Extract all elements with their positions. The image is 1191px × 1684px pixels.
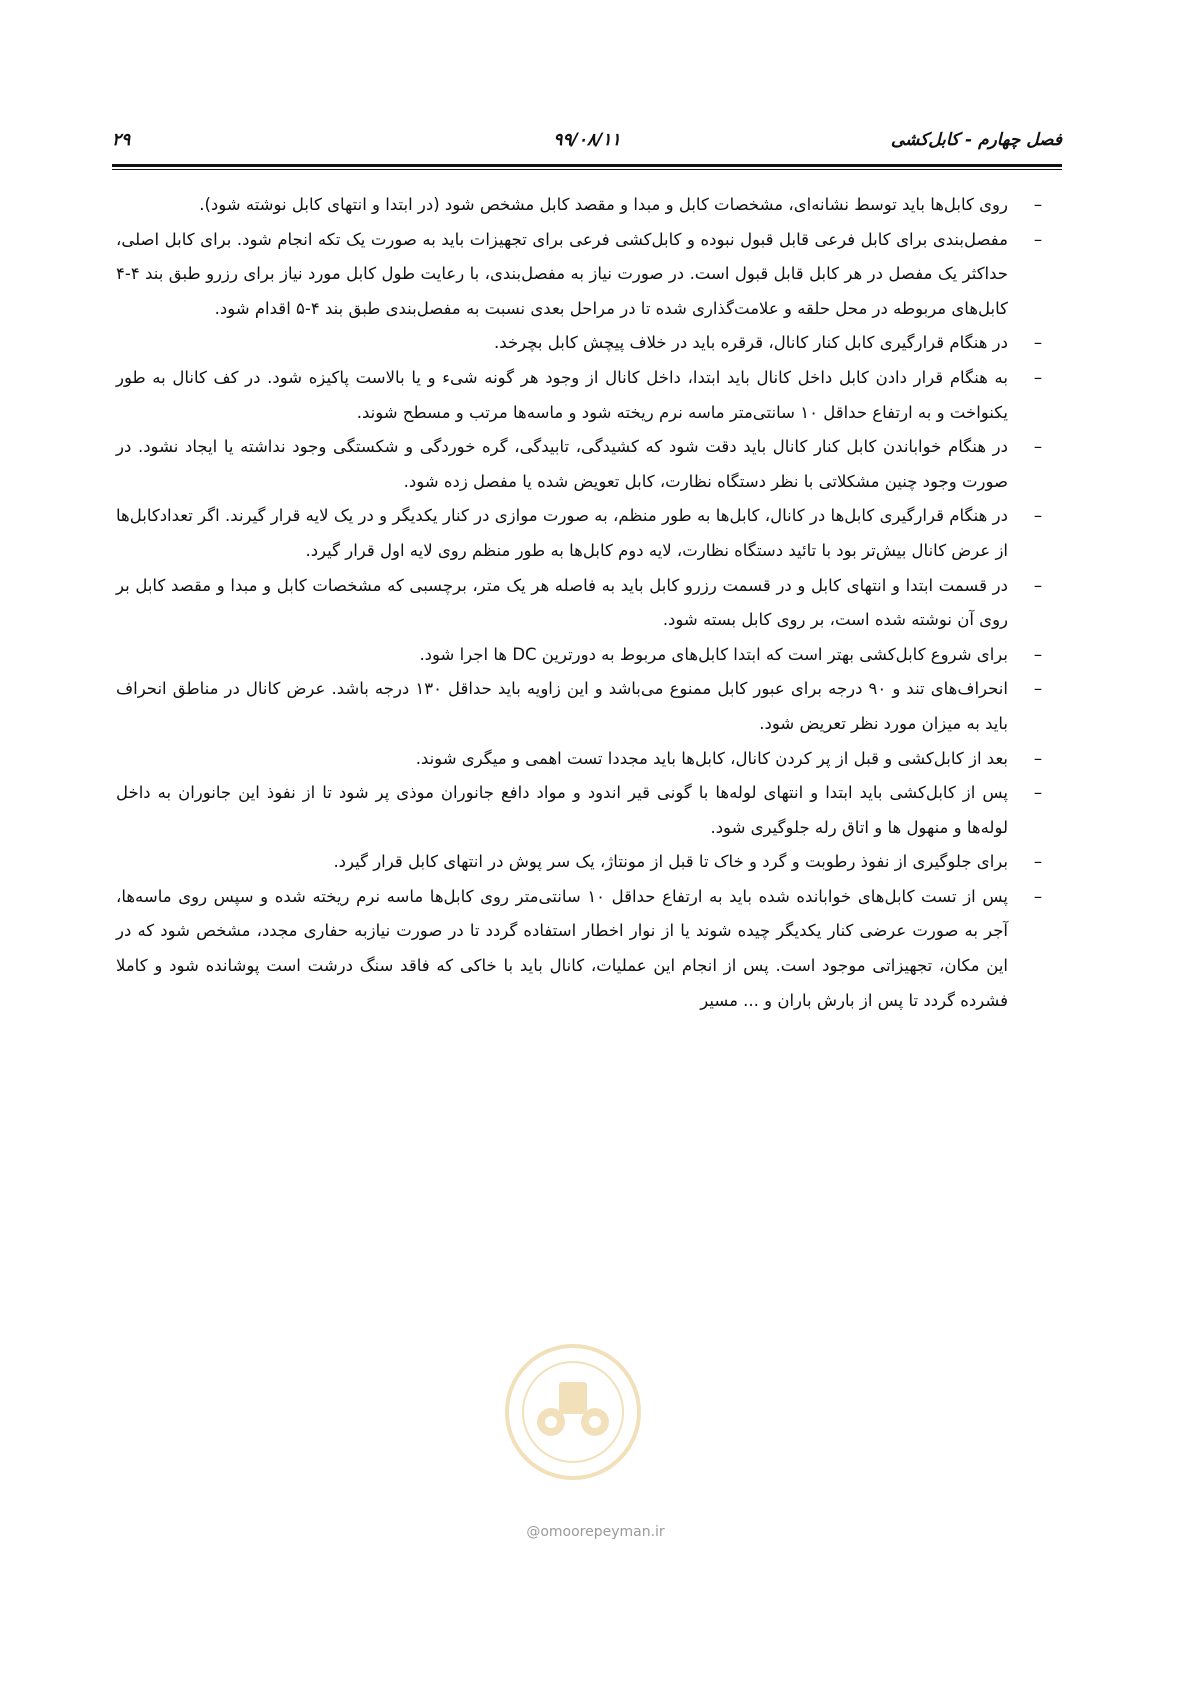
list-dash: – (1033, 333, 1043, 353)
list-item (116, 430, 1043, 499)
list-item (116, 845, 1043, 880)
watermark-seal-icon (503, 1342, 643, 1482)
list-item (116, 638, 1043, 673)
page-number: ۲۹ (112, 130, 131, 150)
list-item-text: در قسمت ابتدا و انتهای کابل و در قسمت رزرو کابل باید به فاصله هر یک متر، برچسبی که مشخصات کابل و مبدا و مقصد کابل بر روی آن نوشته شده است، بر روی کابل بسته شود. (116, 575, 1008, 630)
list-item (116, 672, 1043, 741)
list-item (116, 880, 1043, 1018)
list-item-text: بعد از کابل‌کشی و قبل از پر کردن کانال، کابل‌ها باید مجددا تست اهمی و میگری شوند. (415, 748, 1008, 768)
list-dash: – (1033, 748, 1043, 768)
list-item-text: انحراف‌های تند و ۹۰ درجه برای عبور کابل ممنوع می‌باشد و این زاویه باید حداقل ۱۳۰ درجه باشد. عرض کانال در مناطق انحراف باید به میزان مورد نظر تعریض شود. (116, 679, 1008, 733)
list-item-text: روی کابل‌ها باید توسط نشانه‌ای، مشخصات کابل و مبدا و مقصد کابل مشخص شود (در ابتدا و انتهای کابل نوشته شود). (199, 195, 1008, 214)
list-dash: – (1033, 195, 1043, 214)
header-divider-thick (112, 164, 1062, 167)
list-dash: – (1033, 886, 1043, 906)
list-item-text: در هنگام قرارگیری کابل‌ها در کانال، کابل‌ها به طور منظم، به صورت موازی در کنار یکدیگر و در یک لایه قرار گیرند. اگر تعدادکابل‌ها از عرض کانال بیش‌تر بود با تائید دستگاه نظارت، لایه دوم کابل‌ها به طور منظم روی لایه اول قرار گیرد. (116, 506, 1008, 560)
header-date: ۹۹/۰۸/۱۱ (553, 130, 621, 150)
chapter-title: فصل چهارم - کابل‌کشی (890, 130, 1062, 150)
list-item-text: در هنگام قرارگیری کابل کنار کانال، قرقره باید در خلاف پیچش کابل بچرخد. (494, 333, 1008, 353)
page-header (112, 126, 1062, 160)
list-dash: – (1033, 367, 1043, 387)
list-dash: – (1033, 575, 1043, 595)
list-item (116, 326, 1043, 361)
list-dash: – (1033, 679, 1043, 699)
list-item-text: برای جلوگیری از نفوذ رطوبت و گرد و خاک تا قبل از مونتاژ، یک سر پوش در انتهای کابل قرار گیرد. (333, 852, 1008, 872)
list-dash: – (1033, 852, 1043, 872)
list-item (116, 361, 1043, 430)
list-item (116, 499, 1043, 568)
list-item-text: پس از کابل‌کشی باید ابتدا و انتهای لوله‌ها با گونی قیر اندود و مواد دافع جانوران موذی پر شود تا از نفوذ این جانوران به داخل لوله‌ها و منهول ها و اتاق رله جلوگیری شود. (116, 783, 1008, 837)
list-item (116, 223, 1043, 327)
list-item-text: مفصل‌بندی برای کابل فرعی قابل قبول نبوده و کابل‌کشی فرعی برای تجهیزات باید به صورت یک تکه انجام شود. برای کابل اصلی، حداکثر یک مفصل در هر کابل قابل قبول است. در صورت نیاز به مفصل‌بندی، با رعایت طول کابل مورد نیاز برای رزرو طبق بند ۴-۴ کابل‌های مربوطه در محل حلقه و علامت‌گذاری شده تا در مراحل بعدی نسبت به مفصل‌بندی طبق بند ۴-۵ اقدام شود. (116, 229, 1008, 318)
header-divider-thin (112, 169, 1062, 170)
body-text (116, 188, 1043, 1018)
list-item-text: در هنگام خواباندن کابل کنار کانال باید دقت شود که کشیدگی، تابیدگی، گره خوردگی و شکستگی وجود نداشته یا ایجاد نشود. در صورت وجود چنین مشکلاتی با نظر دستگاه نظارت، کابل تعویض شده یا مفصل زده شود. (116, 437, 1008, 491)
list-dash: – (1033, 783, 1043, 803)
list-item (116, 776, 1043, 845)
list-dash: – (1033, 506, 1043, 526)
list-item (116, 569, 1043, 638)
list-item (116, 188, 1043, 223)
list-dash: – (1033, 437, 1043, 457)
list-item-text: به هنگام قرار دادن کابل داخل کانال باید ابتدا، داخل کانال از وجود هر گونه شیء و یا بالاست پاکیزه شود. در کف کانال به طور یکنواخت و به ارتفاع حداقل ۱۰ سانتی‌متر ماسه نرم ریخته شود و ماسه‌ها مرتب و مسطح شوند. (116, 367, 1008, 422)
list-item-text: پس از تست کابل‌های خوابانده شده باید به ارتفاع حداقل ۱۰ سانتی‌متر روی کابل‌ها ماسه نرم ریخته شده و سپس روی ماسه‌ها، آجر به صورت عرضی کنار یکدیگر چیده شوند یا از نوار اخطار استفاده گردد تا در صورت نیازبه حفاری مجدد، مشخص شود که در این مکان، تجهیزاتی موجود است. پس از انجام این عملیات، کانال باید با خاکی که فاقد سنگ درشت است پوشانده شود و کاملا فشرده گردد تا پس از بارش باران و ... مسیر (116, 886, 1008, 1010)
list-item (116, 742, 1043, 777)
list-item-text: برای شروع کابل‌کشی بهتر است که ابتدا کابل‌های مربوط به دورترین DC ها اجرا شود. (419, 644, 1008, 664)
list-dash: – (1033, 229, 1043, 249)
watermark-url: @omoorepeyman.ir (526, 1524, 665, 1540)
list-dash: – (1033, 644, 1043, 664)
